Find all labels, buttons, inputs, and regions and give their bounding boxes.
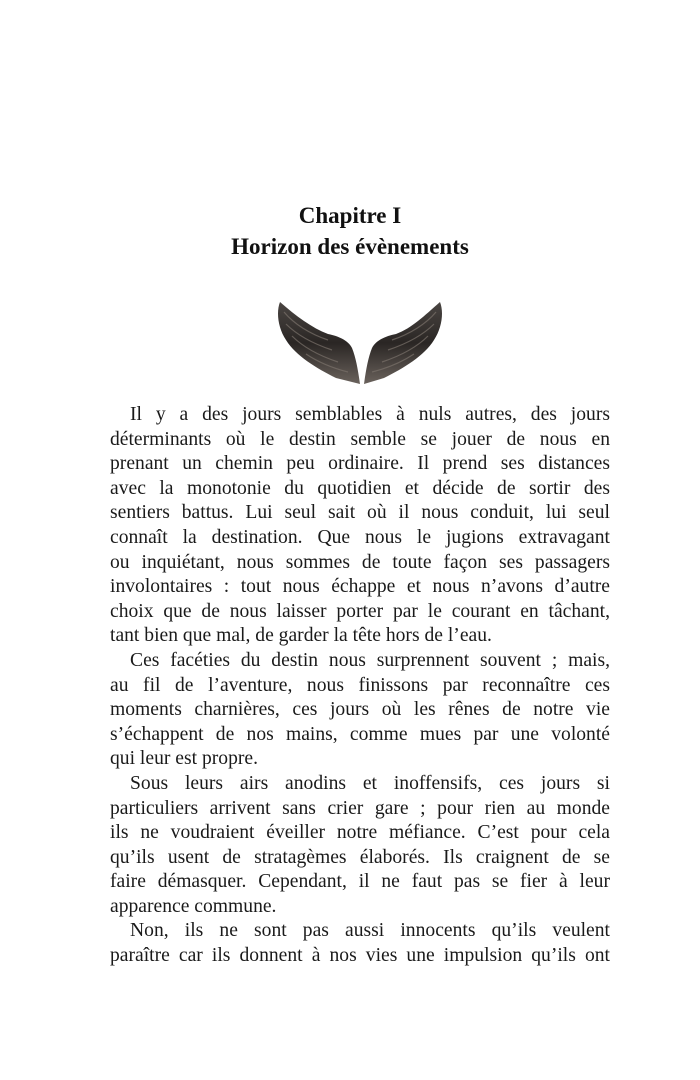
text-line: Ces facéties du destin nous surprennent souvent ; mais, [130, 649, 610, 671]
text-line: Il y a des jours semblables à nuls autres, des jours [130, 404, 610, 425]
text-line: sentiers battus. Lui seul sait où il nous conduit, lui seul [110, 502, 610, 524]
text-line: tant bien que mal, de garder la tête hors de l’eau. [110, 625, 492, 647]
text-line: Sous leurs airs anodins et inoffensifs, ces jours si [130, 772, 610, 794]
chapter-number: Chapitre I [298, 203, 402, 228]
text-line: Non, ils ne sont pas aussi innocents qu’ils veulent [130, 920, 610, 942]
text-line: qu’ils usent de stratagèmes élaborés. Ils craignent de se [110, 846, 610, 868]
text-line: qui leur est propre. [110, 748, 258, 770]
text-line: involontaires : tout nous échappe et nous n’avons d’autre [110, 576, 610, 598]
text-line: paraître car ils donnent à nos vies une impulsion qu’ils ont [110, 945, 610, 967]
text-line: faire démasquer. Cependant, il ne faut pas se fier à leur [110, 871, 610, 893]
text-line: moments charnières, ces jours où les rênes de notre vie [110, 699, 610, 721]
text-line: ils ne voudraient éveiller notre méfiance. C’est pour cela [110, 822, 610, 844]
text-line: ou inquiétant, nous sommes de toute façon ses passagers [110, 551, 610, 573]
text-line: apparence commune. [110, 895, 277, 917]
text-line: au fil de l’aventure, nous finissons par reconnaître ces [110, 674, 610, 696]
text-line: choix que de nous laisser porter par le courant en tâchant, [110, 600, 610, 622]
text-line: s’échappent de nos mains, comme mues par une volonté [110, 723, 610, 745]
text-line: prenant un chemin peu ordinaire. Il prend ses distances [110, 453, 610, 475]
text-line: particuliers arrivent sans crier gare ; pour rien au monde [110, 797, 610, 819]
angel-wings-icon [272, 298, 448, 386]
chapter-title: Horizon des évènements [231, 234, 469, 259]
chapter-body [110, 403, 610, 969]
text-line: connaît la destination. Que nous le jugions extravagant [110, 526, 610, 548]
text-line: déterminants où le destin semble se jouer de nous en [110, 428, 610, 450]
text-line: avec la monotonie du quotidien et décide de sortir des [110, 477, 610, 499]
